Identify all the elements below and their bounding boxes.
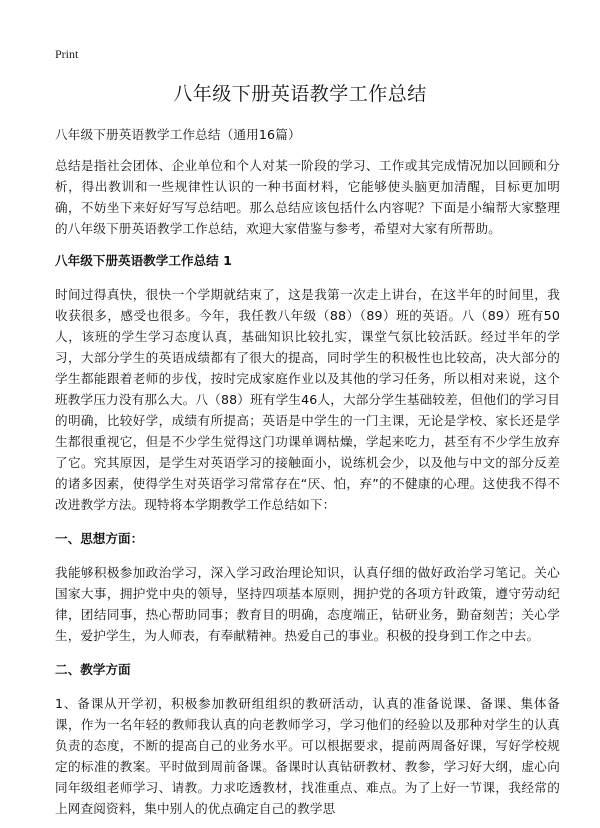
print-link[interactable]: Print <box>55 47 79 61</box>
document-title: 八年级下册英语教学工作总结 <box>173 83 427 105</box>
thought-paragraph: 我能够积极参加政治学习，深入学习政治理论知识，认真仔细的做好政治学习笔记。关心国家大事，拥护党中央的领导，坚持四项基本原则，拥护党的各项方针政策，遵守劳动纪律，团结同事，热心帮助同事；教育目的明确，态度端正，钻研业务，勤奋刻苦；关心学生，爱护学生，为人师表，有奉献精神。热爱自己的事业。积极的投身到工作之中去。 <box>55 565 560 643</box>
document-subtitle: 八年级下册英语教学工作总结（通用16篇） <box>55 127 301 142</box>
section-1-paragraph: 时间过得真快，很快一个学期就结束了，这是我第一次走上讲台，在这半年的时间里，我收获很多，感受也很多。今年，我任教八年级（88）（89）班的英语。八（89）班有50人，该班的学生学习态度认真，基础知识比较扎实，课堂气氛比较活跃。经过半年的学习，大部分学生的英语成绩都有了很大的提高，同时学生的积极性也比较高，决大部分的学生都能跟着老师的步伐，按时完成家庭作业以及其他的学习任务，所以相对来说，这个班教学压力没有那么大。八（88）班有学生46人，大部分学生基础较差，但他们的学习目的明确，比较好学，成绩有所提高；英语是中学生的一门主课，无论是学校、家长还是学生都很重视它，但是不少学生觉得这门功课单调枯燥，学起来吃力，甚至有不少学生放弃了它。究其原因，是学生对英语学习的接触面小，说练机会少，以及他与中文的部分反差的诸多因素，使得学生对英语学习常常存在“厌、怕，弃”的不健康的心理。这使我不得不改进教学方法。现特将本学期教学工作总结如下： <box>55 287 560 512</box>
heading-teaching: 二、教学方面 <box>55 662 131 677</box>
document-body <box>55 124 560 828</box>
heading-thought: 一、思想方面： <box>55 531 144 546</box>
section-1-title: 八年级下册英语教学工作总结 1 <box>55 253 232 268</box>
intro-paragraph: 总结是指社会团体、企业单位和个人对某一阶段的学习、工作或其完成情况加以回顾和分析，得出教训和一些规律性认识的一种书面材料，它能够使头脑更加清醒，目标更加明确，不妨坐下来好好写写总结吧。那么总结应该包括什么内容呢？下面是小编帮大家整理的八年级下册英语教学工作总结，欢迎大家借鉴与参考，希望对大家有所帮助。 <box>55 158 560 236</box>
teaching-paragraph: 1、备课从开学初，积极参加教研组组织的教研活动，认真的准备说课、备课、集体备课，作为一名年轻的教师我认真的向老教师学习，学习他们的经验以及那种对学生的认真负责的态度，不断的提高自己的业务水平。可以根据要求，提前两周备好课，写好学校规定的标准的教案。平时做到周前备课。备课时认真钻研教材、教参，学习好大纲，虚心向同年级组老师学习、请教。力求吃透教材，找准重点、难点。为了上好一节课，我经常的上网查阅资料，集中别人的优点确定自己的教学思 <box>55 696 560 816</box>
